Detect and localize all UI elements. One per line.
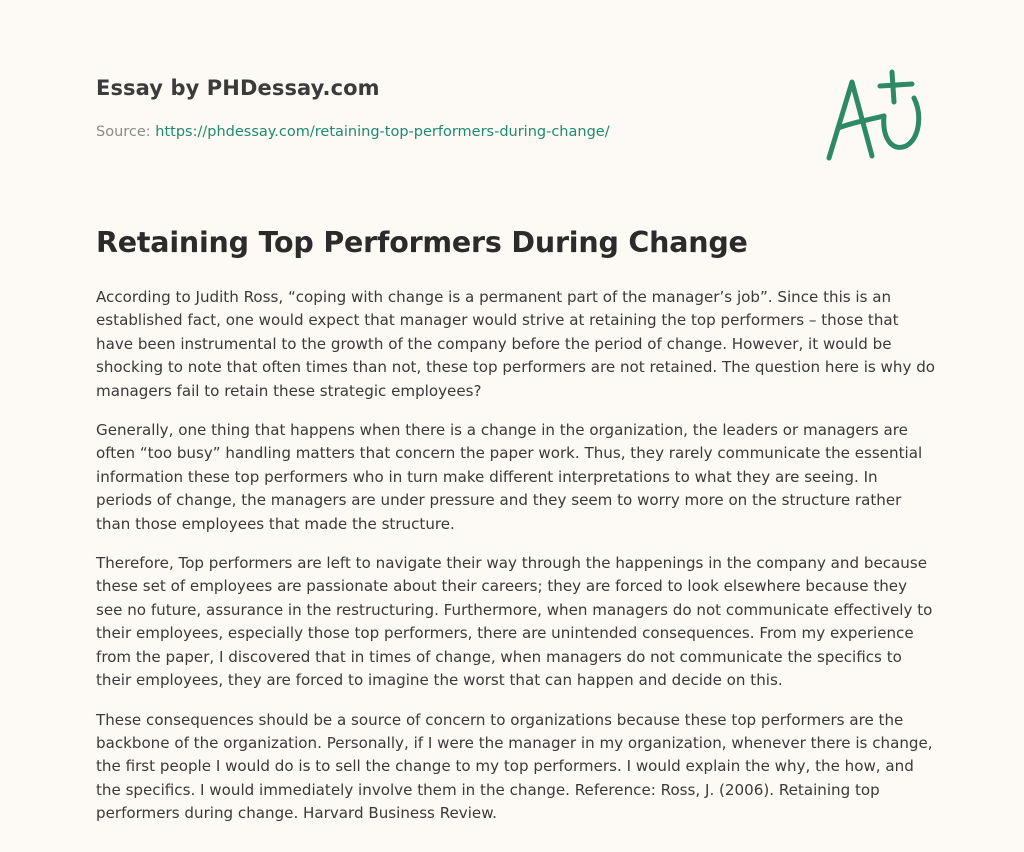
source-link[interactable]: https://phdessay.com/retaining-top-performers-during-change/ [155, 124, 610, 140]
source-label: Source: [96, 124, 151, 140]
paragraph: Generally, one thing that happens when there is a change in the organization, the leaders or managers are often “too busy” handling matters that concern the paper work. Thus, they rarely communicate the essential information these top performers who in turn make different interpretations to what they are seeing. In periods of change, the managers are under pressure and they seem to worry more on the structure rather than those employees that made the structure. [96, 421, 923, 533]
essay-title: Retaining Top Performers During Change [96, 226, 748, 259]
paragraph: According to Judith Ross, “coping with change is a permanent part of the manager’s job”. Since this is an established fact, one would expect that manager would strive at retaining the top performers – those that have been instrumental to the growth of the company before the period of change. However, it would be shocking to note that often times than not, these top performers are not retained. The question here is why do managers fail to retain these strategic employees? [96, 288, 936, 400]
a-plus-grade-logo [822, 68, 932, 164]
essay-body [96, 286, 936, 842]
paragraph: These consequences should be a source of concern to organizations because these top performers are the backbone of the organization. Personally, if I were the manager in my organization, whenever there is change, the first people I would do is to sell the change to my top performers. I would explain the why, the how, and the specifics. I would immediately involve them in the change. Reference: Ross, J. (2006). Retaining top performers during change. Harvard Business Review. [96, 710, 933, 823]
source-line [96, 124, 610, 140]
site-brand: Essay by PHDessay.com [96, 76, 380, 100]
paragraph: Therefore, Top performers are left to navigate their way through the happenings in the company and because these set of employees are passionate about their careers; they are forced to look elsewhere because they see no future, assurance in the restructuring. Furthermore, when managers do not communicate effectively to their employees, especially those top performers, there are unintended consequences. From my experience from the paper, I discovered that in times of change, when managers do not communicate the specifics to their employees, they are forced to imagine the worst that can happen and decide on this. [96, 554, 933, 690]
